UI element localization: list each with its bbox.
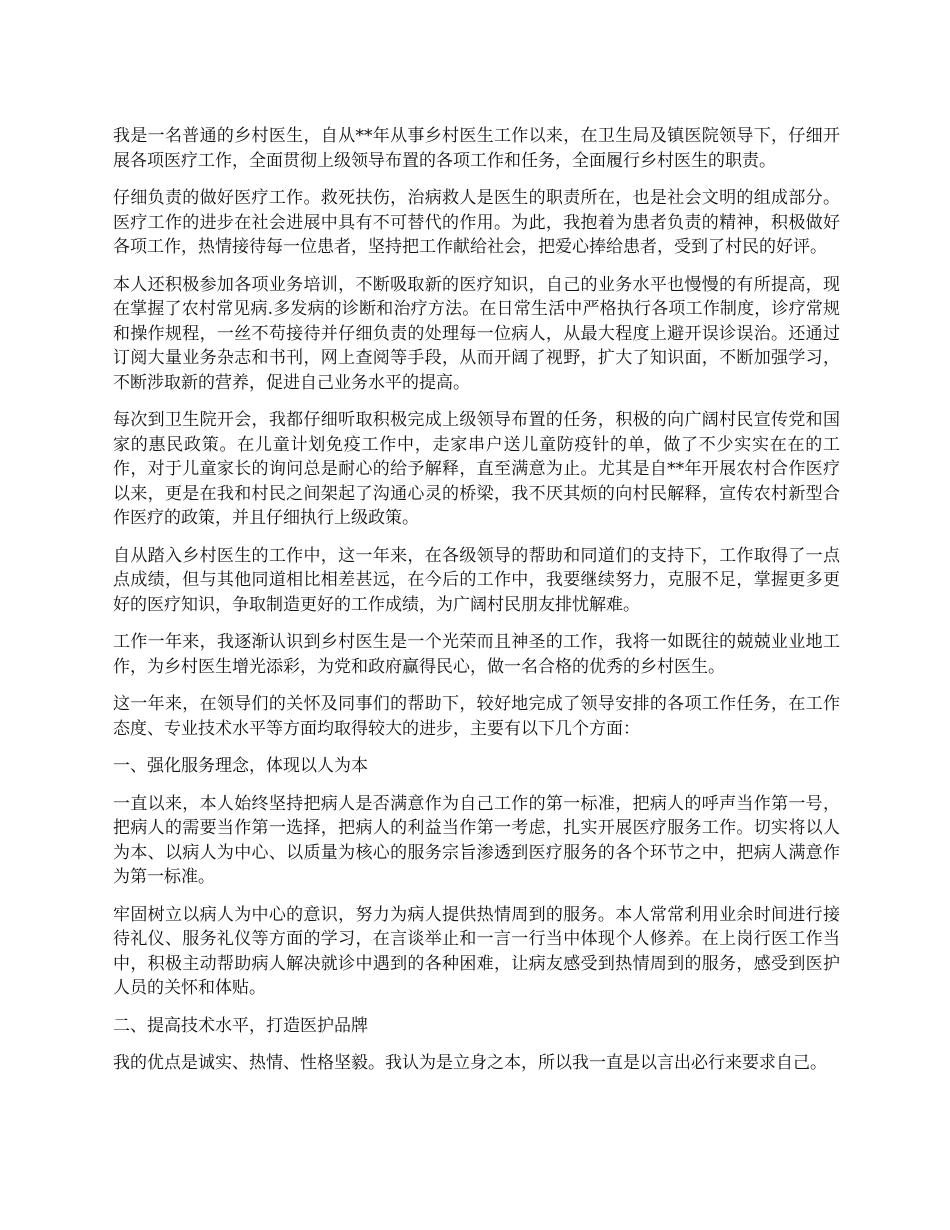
paragraph-summary: 这一年来，在领导们的关怀及同事们的帮助下，较好地完成了领导安排的各项工作任务，在工作态度、专业技术水平等方面均取得较大的进步，主要有以下几个方面： [113, 694, 840, 739]
section-heading-skills: 二、提高技术水平，打造医护品牌 [113, 1015, 368, 1036]
paragraph-patient-centered: 牢固树立以病人为中心的意识，努力为病人提供热情周到的服务。本人常常利用业余时间进行接待礼仪、服务礼仪等方面的学习，在言谈举止和一言一行当中体现个人修养。在上岗行医工作当中，积极主动帮助病人解决就诊中遇到的各种困难，让病友感受到热情周到的服务，感受到医护人员的关怀和体贴。 [113, 904, 840, 998]
section-heading-service: 一、强化服务理念，体现以人为本 [113, 756, 368, 776]
paragraph-patient-first: 一直以来，本人始终坚持把病人是否满意作为自己工作的第一标准，把病人的呼声当作第一号，把病人的需要当作第一选择，把病人的利益当作第一考虑，扎实开展医疗服务工作。切实将以人为本、以病人为中心、以质量为核心的服务宗旨渗透到医疗服务的各个环节之中，把病人满意作为第一标准。 [113, 793, 840, 887]
paragraph-achievements: 自从踏入乡村医生的工作中，这一年来，在各级领导的帮助和同道们的支持下，工作取得了一点点成绩，但与其他同道相比相差甚远，在今后的工作中，我要继续努力，克服不足，掌握更多更好的医疗知识，争取制造更好的工作成绩，为广阔村民朋友排忧解难。 [113, 545, 840, 615]
paragraph-training: 本人还积极参加各项业务培训，不断吸取新的医疗知识，自己的业务水平也慢慢的有所提高，现在掌握了农村常见病.多发病的诊断和治疗方法。在日常生活中严格执行各项工作制度，诊疗常规和操作规程，一丝不苟接待并仔细负责的处理每一位病人，从最大程度上避开误诊误治。还通过订阅大量业务杂志和书刊，网上查阅等手段，从而开阔了视野，扩大了知识面，不断加强学习，不断涉取新的营养，促进自己业务水平的提高。 [113, 274, 840, 393]
paragraph-strengths: 我的优点是诚实、热情、性格坚毅。我认为是立身之本，所以我一直是以言出必行来要求自己。 [113, 1053, 827, 1073]
paragraph-medical-work: 仔细负责的做好医疗工作。救死扶伤，治病救人是医生的职责所在，也是社会文明的组成部分。医疗工作的进步在社会进展中具有不可替代的作用。为此，我抱着为患者负责的精神，积极做好各项工作，热情接待每一位患者，坚持把工作献给社会，把爱心捧给患者，受到了村民的好评。 [113, 188, 840, 257]
paragraph-meetings: 每次到卫生院开会，我都仔细听取积极完成上级领导布置的任务，积极的向广阔村民宣传党和国家的惠民政策。在儿童计划免疫工作中，走家串户送儿童防疫针的单，做了不少实实在在的工作，对于儿童家长的询问总是耐心的给予解释，直至满意为止。尤其是自**年开展农村合作医疗以来，更是在我和村民之间架起了沟通心灵的桥梁，我不厌其烦的向村民解释，宣传农村新型合作医疗的政策，并且仔细执行上级政策。 [113, 410, 840, 528]
paragraph-intro: 我是一名普通的乡村医生，自从**年从事乡村医生工作以来，在卫生局及镇医院领导下，仔细开展各项医疗工作，全面贯彻上级领导布置的各项工作和任务，全面履行乡村医生的职责。 [113, 126, 840, 171]
paragraph-reflection: 工作一年来，我逐渐认识到乡村医生是一个光荣而且神圣的工作，我将一如既往的兢兢业业地工作，为乡村医生增光添彩，为党和政府赢得民心，做一名合格的优秀的乡村医生。 [113, 632, 840, 677]
document-body [113, 124, 840, 1089]
